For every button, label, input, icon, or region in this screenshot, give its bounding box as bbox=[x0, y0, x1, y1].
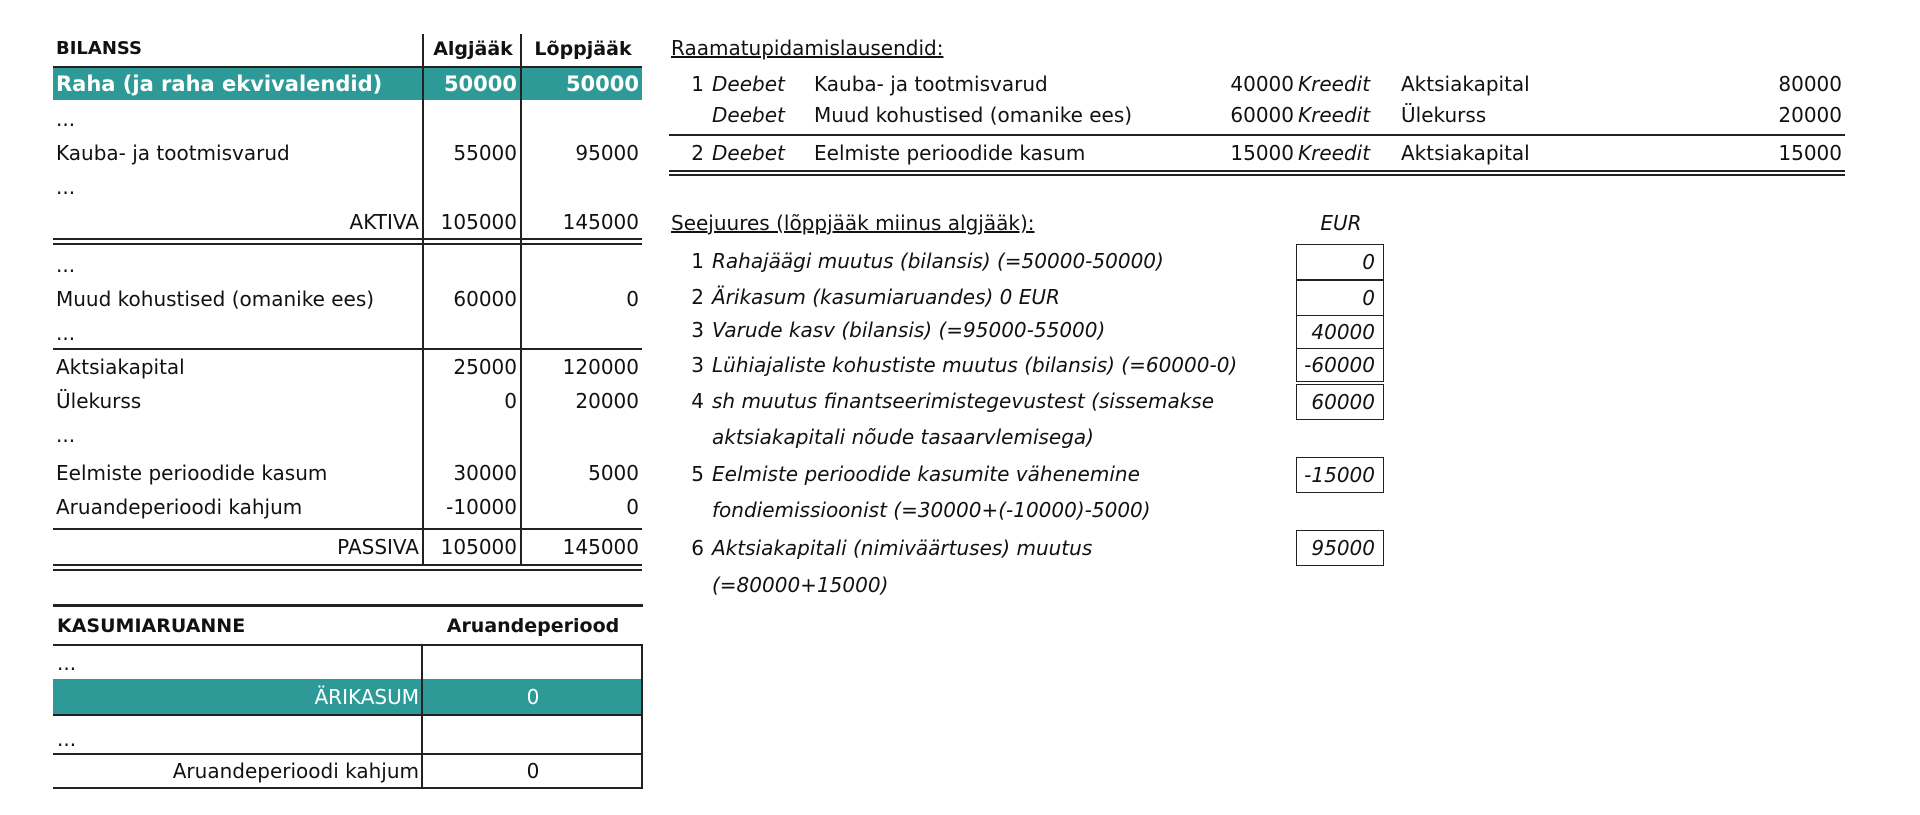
balance-row-end: 95000 bbox=[575, 141, 639, 165]
balance-row-end: 0 bbox=[626, 287, 639, 311]
notes-title: Seejuures (lõppjääk miinus algjääk): bbox=[671, 211, 1035, 235]
balance-row-label: Muud kohustised (omanike ees) bbox=[56, 287, 375, 311]
col-divider bbox=[421, 644, 423, 788]
journal-debit-amount: 15000 bbox=[1230, 141, 1294, 165]
rule bbox=[669, 134, 1845, 136]
balance-row-label: ... bbox=[56, 253, 76, 277]
balance-title: BILANSS bbox=[56, 38, 143, 59]
note-no: 1 bbox=[691, 249, 704, 273]
note-no: 4 bbox=[691, 389, 704, 413]
journal-debit-account: Kauba- ja tootmisvarud bbox=[814, 72, 1048, 96]
rule bbox=[53, 753, 643, 755]
balance-total-label: AKTIVA bbox=[349, 210, 419, 234]
balance-col-start: Algjääk bbox=[433, 38, 513, 60]
note-value: -15000 bbox=[1296, 457, 1384, 493]
journal-debit-label: Deebet bbox=[712, 103, 785, 127]
journal-credit-amount: 80000 bbox=[1778, 72, 1842, 96]
note-text: sh muutus finantseerimistegevustest (sissemakse bbox=[712, 389, 1215, 413]
journal-debit-label: Deebet bbox=[712, 72, 785, 96]
journal-credit-account: Aktsiakapital bbox=[1401, 72, 1530, 96]
note-value: 95000 bbox=[1296, 530, 1384, 566]
balance-row-end: 120000 bbox=[562, 355, 639, 379]
journal-credit-amount: 15000 bbox=[1778, 141, 1842, 165]
notes-unit: EUR bbox=[1320, 211, 1362, 235]
balance-row-start: -10000 bbox=[446, 495, 517, 519]
income-row-value: 0 bbox=[526, 685, 540, 709]
journal-credit-label: Kreedit bbox=[1298, 72, 1371, 96]
note-text: Ärikasum (kasumiaruandes) 0 EUR bbox=[712, 285, 1060, 309]
rule bbox=[53, 714, 643, 716]
journal-debit-account: Muud kohustised (omanike ees) bbox=[814, 103, 1133, 127]
balance-row-label: Ülekurss bbox=[56, 389, 142, 413]
note-text: aktsiakapitali nõude tasaarvlemisega) bbox=[712, 425, 1094, 449]
col-divider bbox=[422, 34, 424, 565]
rule bbox=[53, 787, 643, 789]
journal-debit-amount: 40000 bbox=[1230, 72, 1294, 96]
rule bbox=[669, 170, 1845, 172]
balance-row-end: 50000 bbox=[565, 72, 639, 96]
note-text: Lühiajaliste kohustiste muutus (bilansis) (=60000-0) bbox=[712, 353, 1238, 377]
balance-row-end: 145000 bbox=[562, 210, 639, 234]
balance-row-label: Eelmiste perioodide kasum bbox=[56, 461, 328, 485]
journal-credit-account: Aktsiakapital bbox=[1401, 141, 1530, 165]
balance-row-label: ... bbox=[56, 107, 76, 131]
balance-row-label: Aktsiakapital bbox=[56, 355, 185, 379]
balance-row-label: ... bbox=[56, 321, 76, 345]
journal-debit-account: Eelmiste perioodide kasum bbox=[814, 141, 1086, 165]
balance-total-label: PASSIVA bbox=[337, 535, 419, 559]
note-value: 40000 bbox=[1296, 315, 1384, 349]
income-row-label: Aruandeperioodi kahjum bbox=[172, 759, 419, 783]
journal-debit-amount: 60000 bbox=[1230, 103, 1294, 127]
balance-row-label: ... bbox=[56, 175, 76, 199]
balance-row-label: Raha (ja raha ekvivalendid) bbox=[56, 72, 383, 96]
journal-credit-label: Kreedit bbox=[1298, 141, 1371, 165]
balance-row-start: 105000 bbox=[440, 535, 517, 559]
journal-no: 1 bbox=[691, 72, 704, 96]
rule bbox=[53, 238, 642, 240]
balance-row-start: 50000 bbox=[443, 72, 517, 96]
note-text: (=80000+15000) bbox=[712, 573, 889, 597]
rule bbox=[53, 348, 642, 350]
balance-row-start: 25000 bbox=[453, 355, 517, 379]
col-divider bbox=[520, 34, 522, 565]
journal-credit-label: Kreedit bbox=[1298, 103, 1371, 127]
balance-row-end: 20000 bbox=[575, 389, 639, 413]
journal-no: 2 bbox=[691, 141, 704, 165]
balance-row-start: 105000 bbox=[440, 210, 517, 234]
balance-row-start: 0 bbox=[504, 389, 517, 413]
note-text: Rahajäägi muutus (bilansis) (=50000-50000) bbox=[712, 249, 1164, 273]
note-value: 60000 bbox=[1296, 384, 1384, 420]
note-no: 2 bbox=[691, 285, 704, 309]
note-no: 3 bbox=[691, 353, 704, 377]
balance-row-start: 55000 bbox=[453, 141, 517, 165]
income-row-value: 0 bbox=[526, 759, 540, 783]
balance-row-end: 0 bbox=[626, 495, 639, 519]
balance-col-end: Lõppjääk bbox=[534, 38, 632, 60]
income-title: KASUMIARUANNE bbox=[57, 615, 246, 637]
note-no: 6 bbox=[691, 536, 704, 560]
balance-row-end: 145000 bbox=[562, 535, 639, 559]
note-no: 5 bbox=[691, 462, 704, 486]
note-no: 3 bbox=[691, 318, 704, 342]
rule bbox=[53, 604, 643, 607]
income-col: Aruandeperiood bbox=[446, 615, 620, 637]
rule bbox=[53, 569, 642, 571]
col-divider bbox=[641, 644, 643, 788]
rule bbox=[53, 644, 643, 646]
balance-row-end: 5000 bbox=[588, 461, 639, 485]
journal-credit-amount: 20000 bbox=[1778, 103, 1842, 127]
note-value: 0 bbox=[1296, 244, 1384, 280]
journal-title: Raamatupidamislausendid: bbox=[671, 36, 944, 60]
rule bbox=[669, 174, 1845, 176]
balance-row-start: 30000 bbox=[453, 461, 517, 485]
balance-row-start: 60000 bbox=[453, 287, 517, 311]
journal-debit-label: Deebet bbox=[712, 141, 785, 165]
note-text: Varude kasv (bilansis) (=95000-55000) bbox=[712, 318, 1106, 342]
note-text: Aktsiakapitali (nimiväärtuses) muutus bbox=[712, 536, 1093, 560]
rule bbox=[53, 66, 642, 68]
balance-row-label: ... bbox=[56, 423, 76, 447]
income-row-label: ... bbox=[57, 651, 77, 675]
note-text: fondiemissioonist (=30000+(-10000)-5000) bbox=[712, 498, 1151, 522]
note-value: -60000 bbox=[1296, 348, 1384, 382]
rule bbox=[53, 243, 642, 245]
rule bbox=[53, 564, 642, 566]
journal-credit-account: Ülekurss bbox=[1401, 103, 1487, 127]
note-text: Eelmiste perioodide kasumite vähenemine bbox=[712, 462, 1140, 486]
income-row-label: ÄRIKASUM bbox=[314, 685, 419, 709]
note-value: 0 bbox=[1296, 280, 1384, 316]
balance-row-label: Kauba- ja tootmisvarud bbox=[56, 141, 290, 165]
income-row-label: ... bbox=[57, 727, 77, 751]
balance-row-label: Aruandeperioodi kahjum bbox=[56, 495, 303, 519]
rule bbox=[53, 528, 642, 530]
